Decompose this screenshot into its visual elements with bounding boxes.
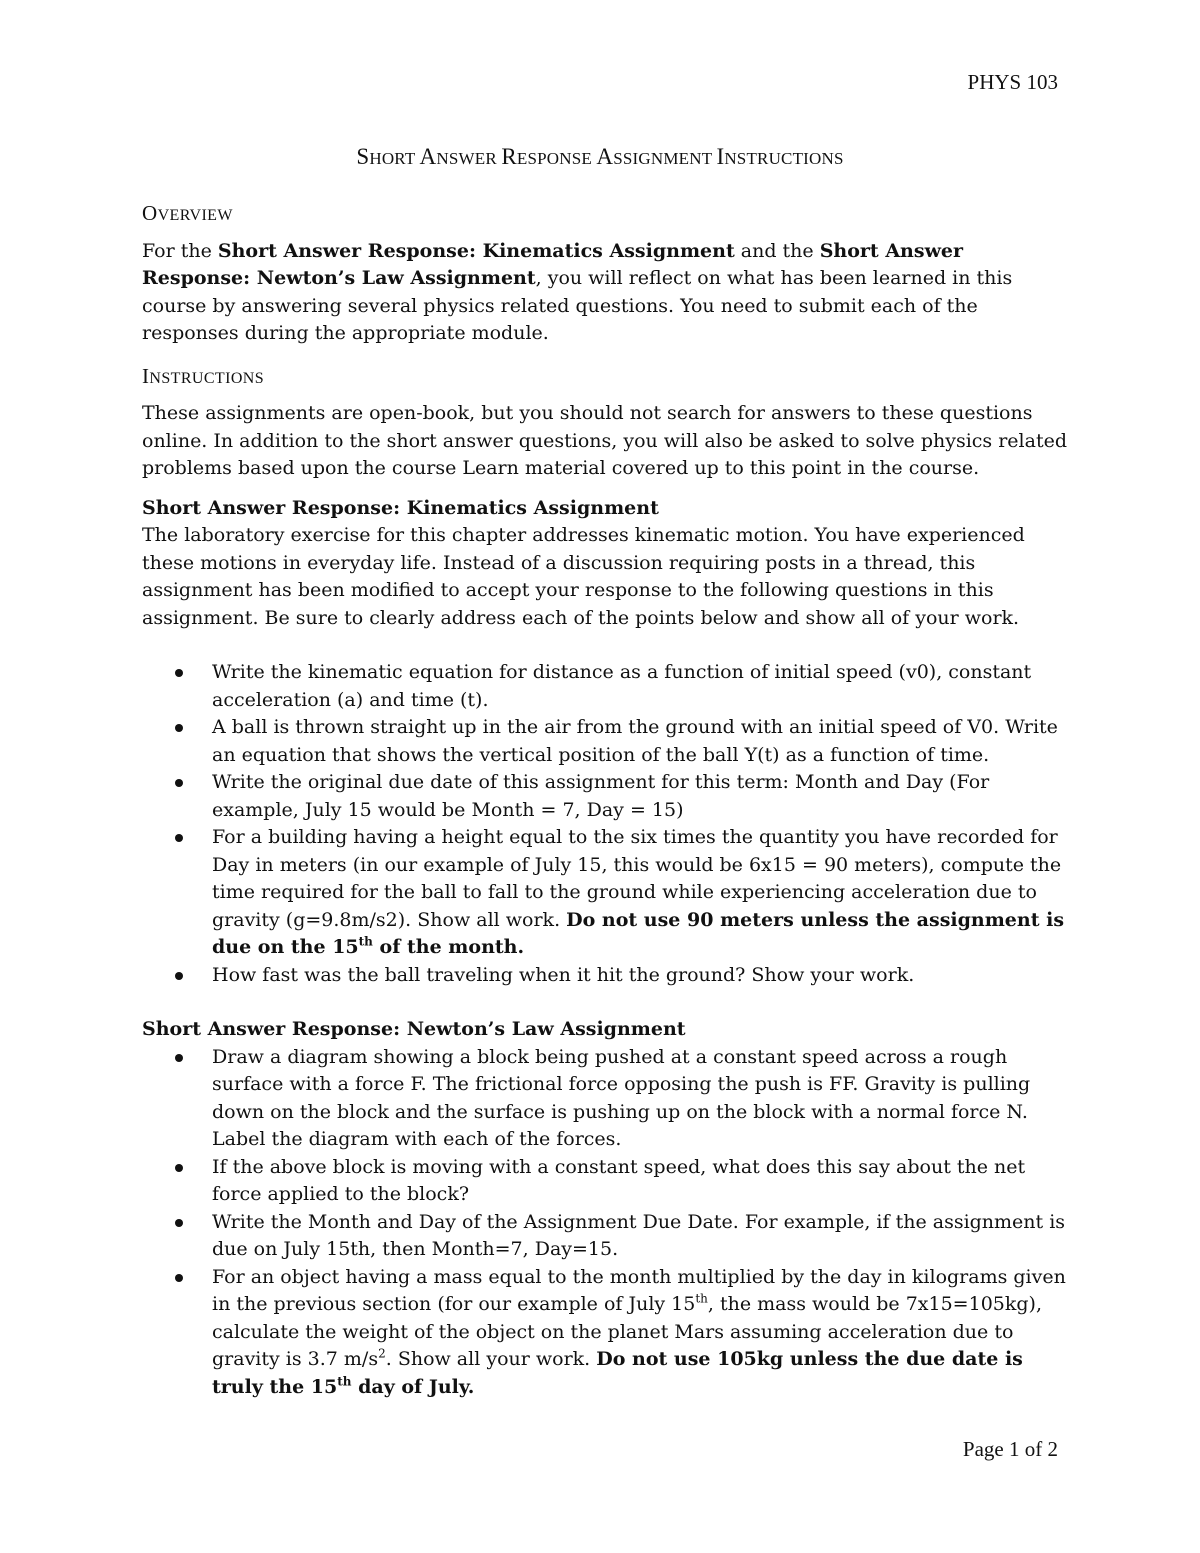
list-item: Write the original due date of this assignment for this term: Month and Day (For example, July 15 would be Month = 7, Day = 15) [142,769,1067,824]
bullet-icon [175,724,183,732]
list-item: For a building having a height equal to the six times the quantity you have recorded for Day in meters (in our example of July 15, this would be 6x15 = 90 meters), compute the time required for the ball to fall to the ground while experiencing acceleration due to gravity (g=9.8m/s2). Show all work. Do not use 90 meters unless the assignment is due on the 15th of the month. [142,824,1067,962]
bullet-icon [175,1274,183,1282]
document-title [0,144,1200,170]
bullet-icon [175,1164,183,1172]
overview-paragraph: For the Short Answer Response: Kinematics Assignment and the Short Answer Response: Newton’s Law Assignment, you will reflect on what has been learned in this course by answering several physics related questions. You need to submit each of the responses during the appropriate module. [142,239,1013,344]
document-body [142,200,1067,1401]
newton-list [142,1044,1067,1402]
instructions-heading: INSTRUCTIONS [142,363,265,388]
overview-heading: OVERVIEW [142,201,233,225]
list-item: How fast was the ball traveling when it hit the ground? Show your work. [142,962,1067,990]
course-header: PHYS 103 [967,70,1058,94]
list-item: Draw a diagram showing a block being pushed at a constant speed across a rough surface with a force F. The frictional force opposing the push is FF. Gravity is pulling down on the block and the surface is pushing up on the block with a normal force N. Label the diagram with each of the forces. [142,1044,1067,1154]
kinematics-list [142,659,1067,989]
page-number: Page 1 of 2 [962,1437,1058,1461]
bullet-icon [175,669,183,677]
title-word: ASSIGNMENT [596,144,717,169]
list-item: Write the Month and Day of the Assignment Due Date. For example, if the assignment is due on July 15th, then Month=7, Day=15. [142,1209,1067,1264]
title-word: ANSWER [419,144,502,169]
title-word: SHORT [356,144,420,169]
title-word: RESPONSE [501,144,597,169]
bullet-icon [175,972,183,980]
bullet-icon [175,1054,183,1062]
list-item: Write the kinematic equation for distance as a function of initial speed (v0), constant acceleration (a) and time (t). [142,659,1067,714]
kinematics-heading: Short Answer Response: Kinematics Assignment [142,496,659,519]
newton-heading: Short Answer Response: Newton’s Law Assignment [142,1018,686,1040]
instructions-paragraph: These assignments are open-book, but you should not search for answers to these questions online. In addition to the short answer questions, you will also be asked to solve physics related problems based upon the course Learn material covered up to this point in the course. [142,402,1067,479]
bullet-icon [175,834,183,842]
title-word: INSTRUCTIONS [716,144,844,169]
list-item: For an object having a mass equal to the month multiplied by the day in kilograms given in the previous section (for our example of July 15th, the mass would be 7x15=105kg), calculate the weight of the object on the planet Mars assuming acceleration due to gravity is 3.7 $m/s^2$. Show all your work. Do not use 105kg unless the due date is truly the 15th day of July. [142,1264,1067,1402]
list-item: If the above block is moving with a constant speed, what does this say about the net force applied to the block? [142,1154,1067,1209]
bullet-icon [175,779,183,787]
list-item: A ball is thrown straight up in the air from the ground with an initial speed of V0. Write an equation that shows the vertical position of the ball Y(t) as a function of time. [142,714,1067,769]
kinematics-intro: The laboratory exercise for this chapter addresses kinematic motion. You have experienced these motions in everyday life. Instead of a discussion requiring posts in a thread, this assignment has been modified to accept your response to the following questions in this assignment. Be sure to clearly address each of the points below and show all of your work. [142,524,1025,629]
bullet-icon [175,1219,183,1227]
